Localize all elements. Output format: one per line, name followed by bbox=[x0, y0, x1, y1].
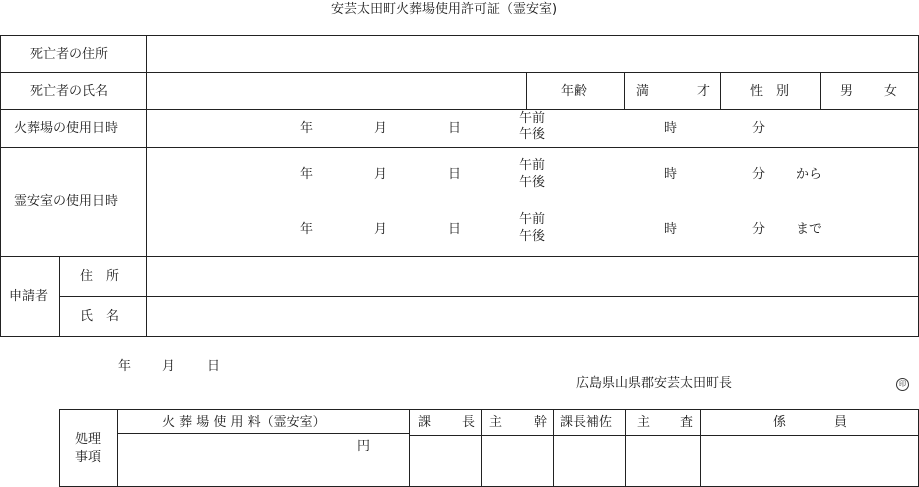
morgue-end-minute: 分 bbox=[752, 222, 766, 237]
morgue-start-month: 月 bbox=[374, 167, 388, 182]
fee-label: 火 葬 場 使 用 料（霊安室） bbox=[162, 415, 326, 430]
crematorium-minute: 分 bbox=[752, 121, 766, 136]
issue-year: 年 bbox=[118, 359, 132, 374]
morgue-start-am: 午前 bbox=[519, 158, 546, 173]
approver-shukan-1: 主 bbox=[489, 415, 503, 430]
morgue-start-year: 年 bbox=[300, 167, 314, 182]
fee-amount-field[interactable] bbox=[120, 437, 352, 482]
seal-mark-icon: 印 bbox=[896, 378, 909, 391]
crematorium-hour: 時 bbox=[664, 121, 678, 136]
fee-yen: 円 bbox=[357, 439, 371, 454]
crematorium-month: 月 bbox=[374, 121, 388, 136]
morgue-start-hour: 時 bbox=[664, 167, 678, 182]
morgue-start-minute: 分 bbox=[752, 167, 766, 182]
office-use-label-2: 事項 bbox=[75, 450, 102, 465]
age-prefix: 満 bbox=[636, 84, 650, 99]
deceased-address-field[interactable] bbox=[150, 38, 915, 69]
morgue-end-month: 月 bbox=[374, 222, 388, 237]
morgue-end-year: 年 bbox=[300, 222, 314, 237]
approver-shusa-1: 主 bbox=[637, 415, 651, 430]
deceased-name-field[interactable] bbox=[150, 75, 522, 106]
deceased-name-label: 死亡者の氏名 bbox=[30, 84, 109, 99]
issue-day: 日 bbox=[207, 359, 221, 374]
morgue-end-am: 午前 bbox=[519, 212, 546, 227]
crematorium-datetime-label: 火葬場の使用日時 bbox=[14, 121, 119, 136]
crematorium-year: 年 bbox=[300, 121, 314, 136]
morgue-until: まで bbox=[796, 222, 823, 237]
morgue-datetime-label: 霊安室の使用日時 bbox=[14, 194, 119, 209]
approver-kakariin-2: 員 bbox=[834, 415, 848, 430]
morgue-start-day: 日 bbox=[448, 167, 462, 182]
applicant-name-label: 氏 名 bbox=[80, 309, 120, 324]
applicant-name-field[interactable] bbox=[150, 299, 915, 333]
sex-option-male[interactable]: 男 bbox=[840, 84, 854, 99]
sex-label: 性 別 bbox=[750, 84, 790, 99]
morgue-start-pm: 午後 bbox=[519, 175, 546, 190]
approver-kacho-2: 長 bbox=[462, 415, 476, 430]
approver-kacho-hosa: 課長補佐 bbox=[560, 415, 613, 430]
issuer-name: 広島県山県郡安芸太田町長 bbox=[576, 376, 733, 391]
issue-month: 月 bbox=[162, 359, 176, 374]
approver-shukan-2: 幹 bbox=[534, 415, 548, 430]
applicant-label: 申請者 bbox=[9, 289, 49, 304]
age-label: 年齢 bbox=[561, 84, 588, 99]
applicant-address-field[interactable] bbox=[150, 259, 915, 293]
crematorium-am: 午前 bbox=[519, 111, 546, 126]
sex-option-female[interactable]: 女 bbox=[884, 84, 898, 99]
approver-kakariin-1: 係 bbox=[773, 415, 787, 430]
morgue-end-hour: 時 bbox=[664, 222, 678, 237]
deceased-address-label: 死亡者の住所 bbox=[30, 47, 109, 62]
approver-shusa-2: 査 bbox=[680, 415, 694, 430]
morgue-end-pm: 午後 bbox=[519, 229, 546, 244]
crematorium-day: 日 bbox=[448, 121, 462, 136]
crematorium-pm: 午後 bbox=[519, 127, 546, 142]
office-use-label-1: 処理 bbox=[75, 432, 102, 447]
morgue-from: から bbox=[796, 167, 823, 182]
approver-kacho-1: 課 bbox=[418, 415, 432, 430]
applicant-address-label: 住 所 bbox=[80, 269, 120, 284]
age-suffix: 才 bbox=[697, 84, 711, 99]
document-title: 安芸太田町火葬場使用許可証（霊安室) bbox=[331, 2, 558, 17]
morgue-end-day: 日 bbox=[448, 222, 462, 237]
